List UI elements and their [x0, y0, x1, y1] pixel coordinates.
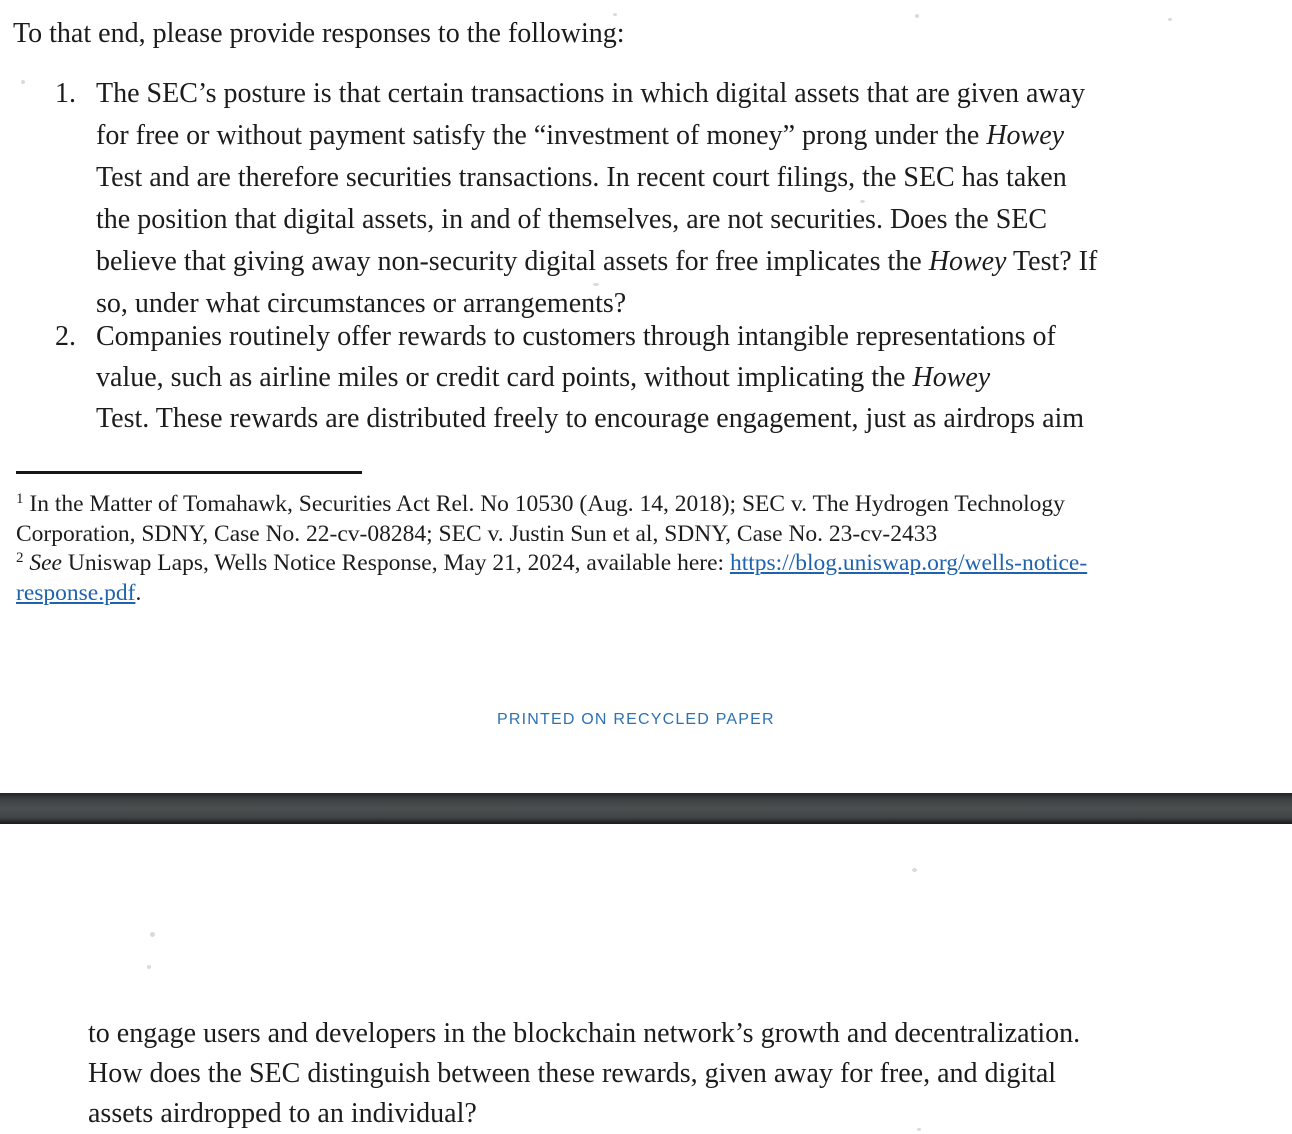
question-2-number: 2. — [55, 321, 76, 352]
footnote-2-line-1: $^2$ See Uniswap Laps, Wells Notice Response, May 21, 2024, available here: https://blog.uniswap.org/wells-notice- — [16, 550, 1088, 576]
scan-speck — [613, 13, 617, 16]
scan-speck — [917, 1128, 921, 1131]
text-line: How does the SEC distinguish between these rewards, given away for free, and digital — [88, 1058, 1057, 1089]
footnote-divider-rule — [16, 471, 362, 474]
intro-paragraph: To that end, please provide responses to the following: — [13, 18, 625, 49]
scan-speck — [915, 14, 919, 18]
footnote-1-line-2: Corporation, SDNY, Case No. 22-cv-08284; SEC v. Justin Sun et al, SDNY, Case No. 23-cv-2433 — [16, 520, 938, 547]
text-line: Test and are therefore securities transactions. In recent court filings, the SEC has taken — [96, 162, 1067, 193]
text-line: believe that giving away non-security digital assets for free implicates the Howey Test? If — [96, 246, 1098, 277]
footnote-1-line-1: $^1$ In the Matter of Tomahawk, Securities Act Rel. No 10530 (Aug. 14, 2018); SEC v. The Hydrogen Technology — [16, 491, 1065, 517]
scan-speck — [21, 80, 25, 84]
footnotes-section — [16, 490, 1266, 608]
footnote-2-marker: 2 — [16, 550, 24, 566]
scan-speck — [150, 932, 155, 937]
question-1-number: 1. — [55, 78, 76, 109]
text-line: to engage users and developers in the blockchain network’s growth and decentralization. — [88, 1018, 1081, 1049]
see-italic: See — [23, 550, 62, 576]
scanned-page-2 — [88, 1014, 1278, 1134]
howey-italic: Howey — [928, 246, 1007, 277]
wells-notice-link[interactable]: response.pdf — [16, 579, 136, 606]
text-line: so, under what circumstances or arrangements? — [96, 288, 627, 319]
text-line: for free or without payment satisfy the “investment of money” prong under the Howey — [96, 120, 1065, 151]
text-line: The SEC’s posture is that certain transactions in which digital assets that are given away — [96, 78, 1086, 109]
howey-italic: Howey — [986, 120, 1065, 151]
footnote-2-line-2: response.pdf. — [16, 579, 142, 606]
howey-italic: Howey — [912, 362, 991, 393]
page-break-band — [0, 793, 1292, 824]
recycled-paper-footer: PRINTED ON RECYCLED PAPER — [497, 711, 775, 728]
scan-speck — [860, 200, 865, 203]
text-line: the position that digital assets, in and of themselves, are not securities. Does the SEC — [96, 204, 1048, 235]
question-item-2 — [55, 316, 1275, 439]
text-line: Companies routinely offer rewards to customers through intangible representations of — [96, 321, 1056, 352]
question-item-1 — [55, 73, 1275, 325]
text-line: Test. These rewards are distributed freely to encourage engagement, just as airdrops aim — [96, 403, 1085, 434]
wells-notice-link[interactable]: https://blog.uniswap.org/wells-notice- — [729, 550, 1088, 576]
scan-speck — [147, 965, 151, 969]
scan-speck — [593, 283, 599, 286]
text-line: value, such as airline miles or credit card points, without implicating the Howey — [96, 362, 991, 393]
scan-speck — [912, 868, 917, 872]
scan-speck — [1168, 18, 1172, 21]
text-line: assets airdropped to an individual? — [88, 1098, 477, 1129]
footnote-1-marker: 1 — [16, 491, 24, 507]
